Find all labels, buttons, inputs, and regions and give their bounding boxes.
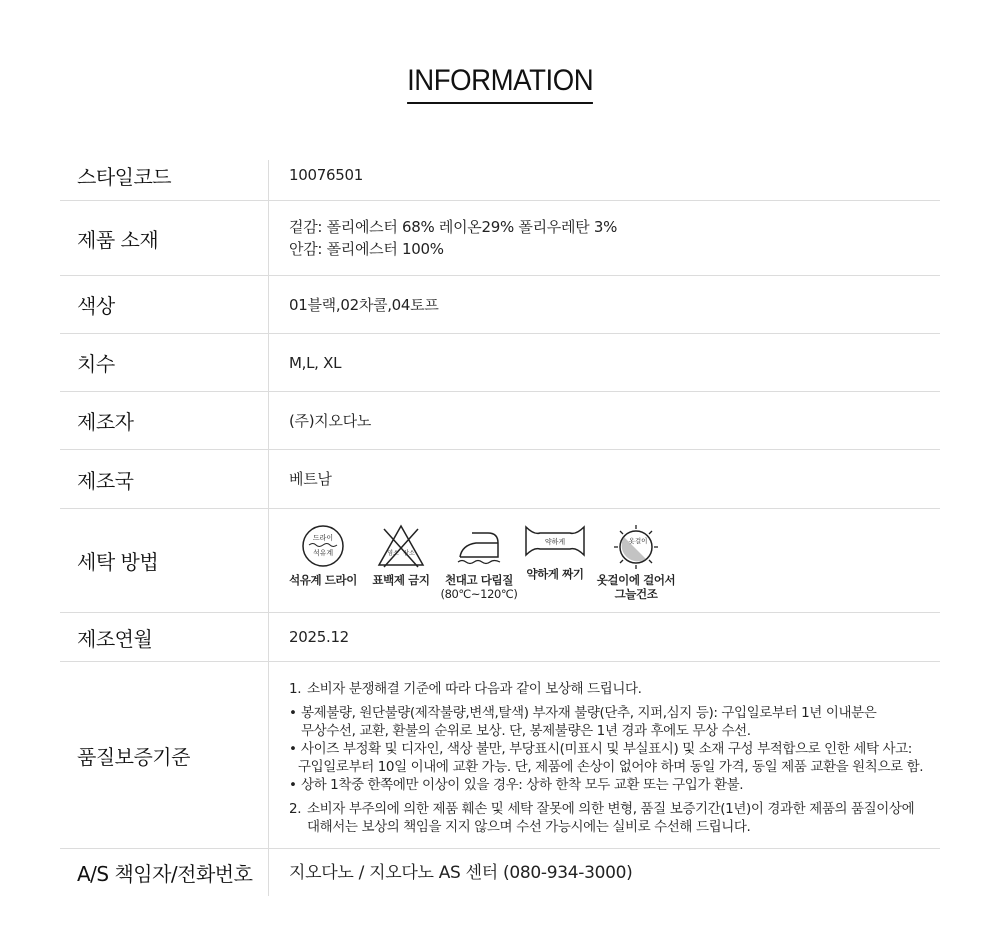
date-value: 2025.12 bbox=[289, 628, 349, 646]
icon-text-bottom: 석유계 bbox=[312, 549, 334, 557]
row-label: 제조국 bbox=[77, 468, 134, 493]
row-date bbox=[60, 613, 940, 662]
item-number: 2. bbox=[289, 801, 302, 817]
divider bbox=[268, 450, 269, 508]
care-item-wring bbox=[519, 523, 591, 581]
icon-text-left: 염소 bbox=[387, 550, 399, 557]
row-label: 세탁 방법 bbox=[77, 550, 159, 574]
row-label: 제조연월 bbox=[77, 626, 153, 651]
row-color bbox=[60, 276, 940, 334]
divider bbox=[268, 276, 269, 333]
row-value bbox=[289, 150, 363, 200]
row-style-code bbox=[60, 150, 940, 201]
row-material bbox=[60, 201, 940, 276]
care-icons bbox=[289, 509, 681, 612]
quality-bullet bbox=[289, 776, 939, 794]
as-value: 지오다노 / 지오다노 AS 센터 (080-934-3000) bbox=[289, 862, 633, 883]
divider bbox=[268, 509, 269, 612]
divider bbox=[268, 201, 269, 275]
row-value bbox=[289, 276, 439, 333]
row-size bbox=[60, 334, 940, 392]
row-as bbox=[60, 849, 940, 896]
item-number: 1. bbox=[289, 681, 302, 697]
country-value: 베트남 bbox=[289, 470, 332, 488]
quality-bullet bbox=[289, 704, 939, 722]
care-caption: 표백제 금지 bbox=[372, 573, 430, 587]
divider bbox=[268, 662, 269, 848]
care-item-no-bleach bbox=[363, 523, 439, 587]
care-caption-line2: 그늘건조 bbox=[614, 587, 658, 601]
bullet-text: 사이즈 부정확 및 디자인, 색상 불만, 부당표시(미표시 및 부실표시) 및 소재 구성 부적합으로 인한 세탁 사고: bbox=[301, 741, 912, 757]
row-label: A/S 책임자/전화번호 bbox=[77, 862, 253, 886]
style-code-value: 10076501 bbox=[289, 166, 363, 184]
item-text-cont: 대해서는 보상의 책임을 지지 않으며 수선 가능시에는 실비로 수선해 드립니다. bbox=[307, 819, 751, 835]
row-washing bbox=[60, 509, 940, 613]
size-value: M,L, XL bbox=[289, 353, 342, 372]
material-outer: 겉감: 폴리에스터 68% 레이온29% 폴리우레탄 3% bbox=[289, 218, 618, 236]
care-caption: 석유계 드라이 bbox=[289, 573, 357, 587]
care-caption-line1: 천대고 다림질 bbox=[445, 573, 513, 587]
bullet: • bbox=[289, 777, 297, 793]
care-item-iron bbox=[439, 523, 519, 601]
care-caption bbox=[440, 573, 517, 601]
icon-text: 약하게 bbox=[544, 538, 566, 546]
row-label: 제조자 bbox=[77, 410, 134, 434]
maker-value: (주)지오다노 bbox=[289, 411, 372, 430]
iron-cloth-icon bbox=[454, 523, 504, 569]
care-caption-line2: (80℃~120℃) bbox=[440, 587, 518, 601]
row-value bbox=[289, 450, 332, 508]
row-label: 제품 소재 bbox=[77, 227, 159, 252]
material-lining: 안감: 폴리에스터 100% bbox=[289, 240, 444, 258]
row-value bbox=[289, 334, 341, 391]
care-caption-line1: 옷걸이에 걸어서 bbox=[596, 573, 676, 587]
bullet-text-cont: 구입일로부터 10일 이내에 교환 가능. 단, 제품에 손상이 없어야 하며 동일 가격, 동일 제품 교환을 원칙으로 함. bbox=[298, 759, 924, 775]
row-label: 치수 bbox=[77, 352, 115, 376]
divider bbox=[268, 392, 269, 449]
quality-item-1 bbox=[289, 680, 939, 698]
quality-text bbox=[289, 680, 939, 836]
gentle-wring-icon bbox=[524, 523, 586, 559]
row-label: 스타일코드 bbox=[77, 164, 172, 189]
bullet-text-cont: 무상수선, 교환, 환불의 순위로 보상. 단, 봉제불량은 1년 경과 후에도 무상 수선. bbox=[301, 723, 751, 739]
row-value bbox=[289, 849, 632, 896]
icon-text-top: 드라이 bbox=[312, 534, 334, 542]
bullet-text: 상하 1착중 한쪽에만 이상이 있을 경우: 상하 한착 모두 교환 또는 구입가 환불. bbox=[301, 777, 744, 793]
care-caption: 약하게 짜기 bbox=[526, 567, 584, 581]
care-caption bbox=[597, 573, 676, 601]
color-value: 01블랙,02차콜,04토프 bbox=[289, 295, 439, 314]
bullet: • bbox=[289, 705, 297, 721]
row-country bbox=[60, 450, 940, 509]
title-wrap bbox=[0, 62, 1000, 104]
row-label: 품질보증기준 bbox=[77, 744, 190, 769]
quality-bullet bbox=[289, 740, 939, 758]
row-maker bbox=[60, 392, 940, 450]
hang-dry-shade-icon bbox=[612, 523, 660, 569]
icon-text: 옷걸이 bbox=[628, 537, 648, 545]
divider bbox=[268, 160, 269, 200]
dry-clean-petroleum-icon bbox=[300, 523, 346, 569]
item-text: 소비자 부주의에 의한 제품 훼손 및 세탁 잘못에 의한 변형, 품질 보증기간(1년)이 경과한 제품의 품질이상에 bbox=[307, 801, 915, 817]
no-bleach-icon bbox=[376, 523, 426, 569]
bullet-text: 봉제불량, 원단불량(제작불량,변색,탈색) 부자재 불량(단추, 지퍼,심지 등): 구입일로부터 1년 이내분은 bbox=[301, 705, 877, 721]
care-item-dry-clean bbox=[283, 523, 363, 587]
divider bbox=[268, 334, 269, 391]
divider bbox=[268, 849, 269, 896]
bullet: • bbox=[289, 741, 297, 757]
row-value bbox=[289, 201, 617, 275]
care-item-hang-dry bbox=[591, 523, 681, 601]
page-title: INFORMATION bbox=[407, 62, 593, 104]
row-quality bbox=[60, 662, 940, 849]
row-label: 색상 bbox=[77, 294, 115, 318]
item-text: 소비자 분쟁해결 기준에 따라 다음과 같이 보상해 드립니다. bbox=[307, 681, 642, 697]
row-value bbox=[289, 613, 349, 661]
quality-item-2 bbox=[289, 800, 939, 818]
row-value bbox=[289, 392, 371, 449]
icon-text-right: 산소 bbox=[403, 550, 415, 557]
divider bbox=[268, 613, 269, 661]
